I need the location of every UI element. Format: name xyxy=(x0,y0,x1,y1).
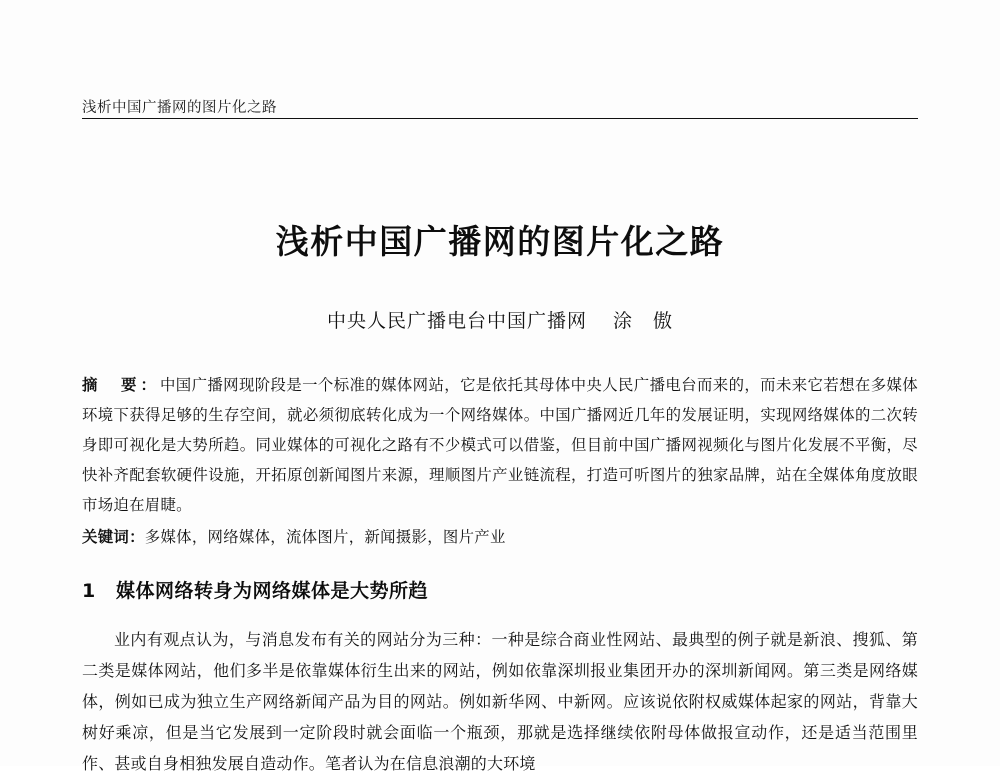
keywords-block xyxy=(82,522,918,552)
body-paragraph: 业内有观点认为，与消息发布有关的网站分为三种：一种是综合商业性网站、最典型的例子就是新浪、搜狐、第二类是媒体网站，他们多半是依靠媒体衍生出来的网站，例如依靠深圳报业集团开办的深圳新闻网。第三类是网络媒体，例如已成为独立生产网络新闻产品为目的网站。例如新华网、中新网。应该说依附权威媒体起家的网站，背靠大树好乘凉，但是当它发展到一定阶段时就会面临一个瓶颈，那就是选择继续依附母体做报宣动作，还是适当范围里作、甚或自身相独发展自造动作。笔者认为在信息浪潮的大环境 xyxy=(82,630,918,773)
keywords-label: 关键词： xyxy=(82,528,145,546)
running-head-text: 浅析中国广播网的图片化之路 xyxy=(82,96,285,117)
section-heading xyxy=(82,576,918,603)
page-title: 浅析中国广播网的图片化之路 xyxy=(275,222,725,261)
abstract-label: 摘 要： xyxy=(82,376,160,394)
abstract-text: 中国广播网现阶段是一个标准的媒体网站，它是依托其母体中央人民广播电台而来的，而未来它若想在多媒体环境下获得足够的生存空间，就必须彻底转化成为一个网络媒体。中国广播网近几年的发展证明，实现网络媒体的二次转身即可视化是大势所趋。同业媒体的可视化之路有不少模式可以借鉴，但目前中国广播网视频化与图片化发展不平衡，尽快补齐配套软硬件设施，开拓原创新闻图片来源，理顺图片产业链流程，打造可听图片的独家品牌，站在全媒体角度放眼市场迫在眉睫。 xyxy=(82,376,918,514)
running-head xyxy=(82,96,918,120)
header-divider xyxy=(82,118,918,119)
section-number: 1 xyxy=(82,580,96,602)
byline xyxy=(0,306,1000,333)
keywords-text: 多媒体，网络媒体，流体图片，新闻摄影，图片产业 xyxy=(144,528,506,546)
byline-affiliation: 中央人民广播电台中国广播网 xyxy=(326,310,587,332)
section-title: 媒体网络转身为网络媒体是大势所趋 xyxy=(116,580,429,602)
byline-author: 涂 傲 xyxy=(613,310,674,332)
abstract-block xyxy=(82,370,918,520)
